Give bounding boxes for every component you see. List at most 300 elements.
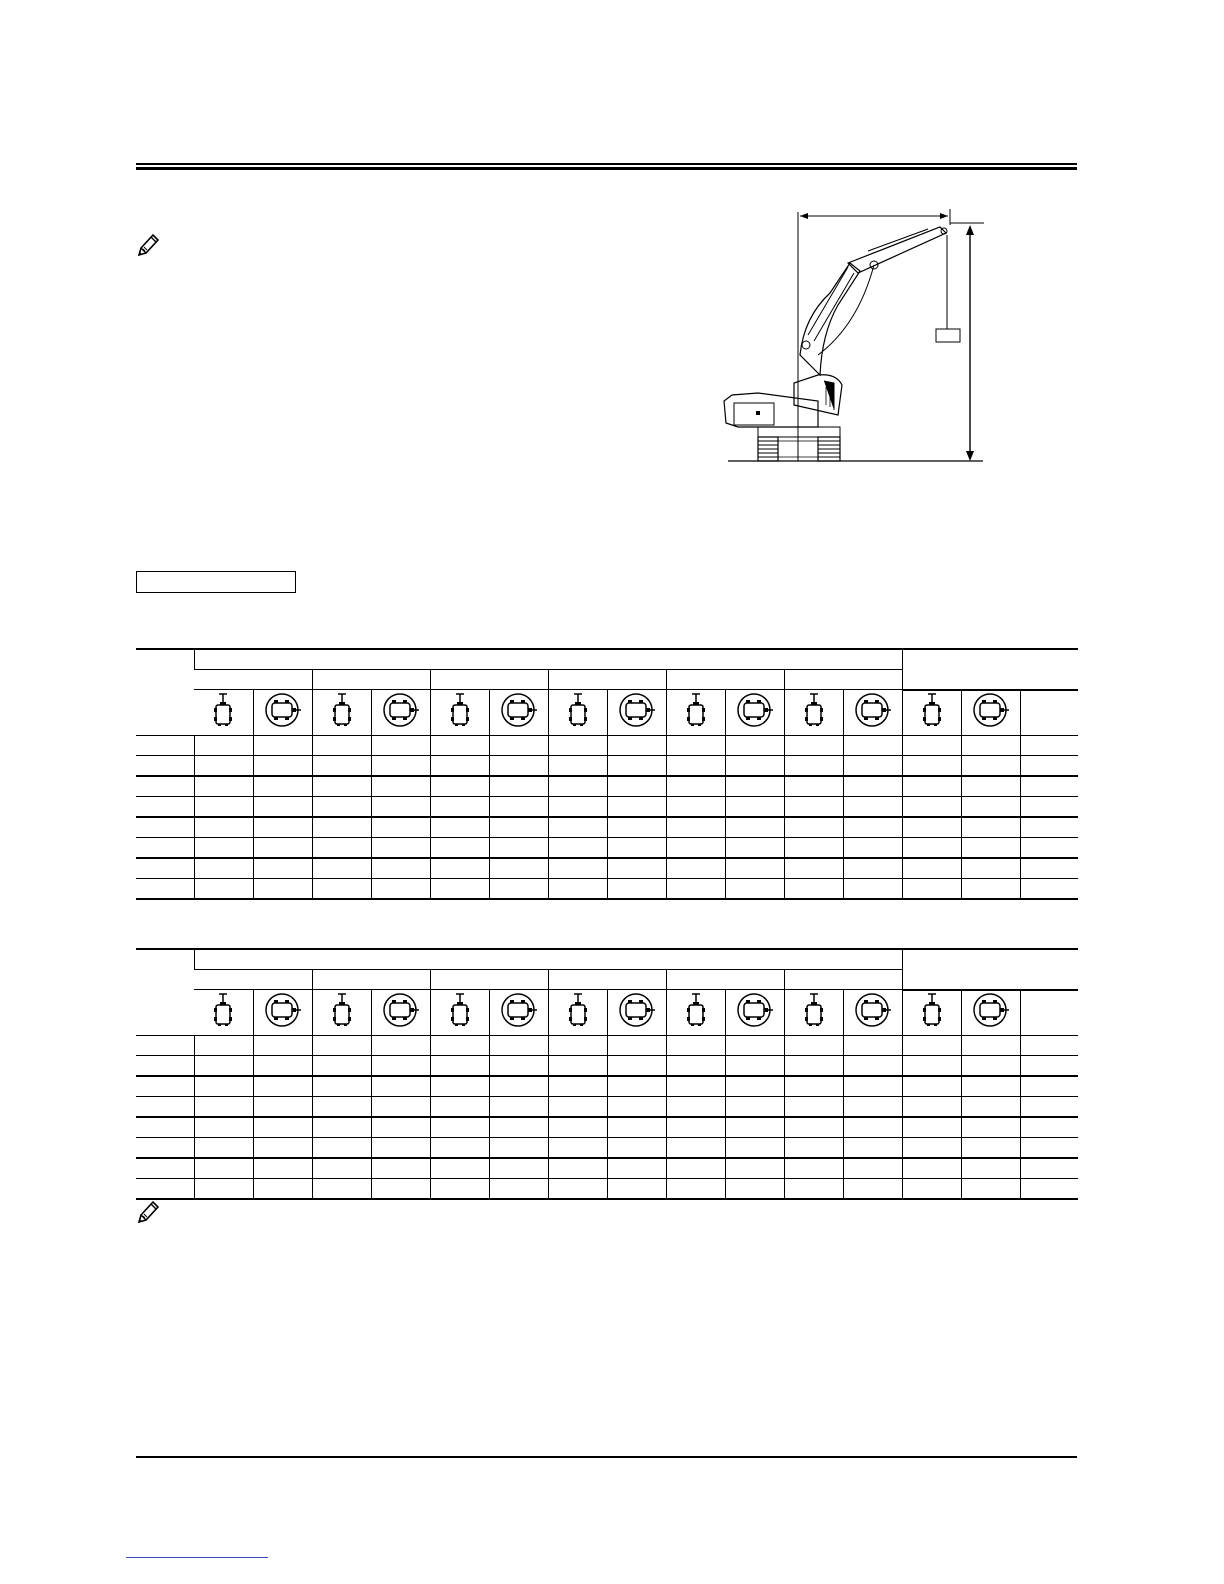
footer-link-underline[interactable] [126, 1557, 268, 1558]
table-cell [194, 837, 253, 858]
table-cell [607, 776, 666, 797]
table-cell [961, 837, 1020, 858]
table-cell [961, 817, 1020, 838]
over-side-icon [733, 992, 777, 1033]
table-cell [902, 1158, 961, 1179]
table-cell [784, 755, 843, 776]
table-cell [371, 796, 430, 817]
table-cell [784, 796, 843, 817]
table-cell [843, 1076, 902, 1097]
table-cell [961, 776, 1020, 797]
table-cell [253, 1117, 312, 1138]
table-cell [666, 1096, 725, 1117]
table-cell [489, 878, 548, 899]
over-side-icon [969, 692, 1013, 733]
table-cell [312, 1035, 371, 1055]
over-front-icon [449, 692, 471, 733]
table-cell [548, 755, 607, 776]
table-cell [725, 1117, 784, 1138]
max-reach-header [902, 649, 1078, 690]
table-cell [430, 735, 489, 755]
over-side-icon [497, 992, 541, 1033]
table-cell [607, 796, 666, 817]
radius-group-header [548, 970, 666, 990]
table-cell [430, 817, 489, 838]
table-cell [902, 1076, 961, 1097]
radius-group-header [194, 970, 312, 990]
table-cell [1020, 1117, 1078, 1138]
table-cell [371, 817, 430, 838]
over-front-icon [567, 692, 589, 733]
over-front-icon [803, 992, 825, 1033]
table-cell [902, 1178, 961, 1199]
table-cell [548, 1035, 607, 1055]
table-cell [607, 837, 666, 858]
table-cell [843, 1158, 902, 1179]
table-cell [371, 755, 430, 776]
over-side-icon [615, 692, 659, 733]
over-side-icon [379, 992, 423, 1033]
table-cell [784, 1178, 843, 1199]
table-row [136, 1117, 1078, 1138]
table-cell [136, 817, 194, 838]
table-cell [784, 878, 843, 899]
table-cell [489, 755, 548, 776]
table-cell [253, 1178, 312, 1199]
table-cell [253, 1055, 312, 1076]
table-cell [253, 776, 312, 797]
table-cell [312, 796, 371, 817]
table-cell [902, 796, 961, 817]
table-cell [725, 1178, 784, 1199]
table-cell [961, 1035, 1020, 1055]
table-cell [489, 858, 548, 879]
table-cell [784, 1158, 843, 1179]
table-cell [312, 1055, 371, 1076]
table-cell [548, 1137, 607, 1158]
table-cell [371, 1137, 430, 1158]
table-cell [194, 776, 253, 797]
over-side-icon [261, 992, 305, 1033]
table-cell [489, 837, 548, 858]
table-row [136, 1055, 1078, 1076]
table-cell [902, 1055, 961, 1076]
table-cell [371, 878, 430, 899]
table-cell [961, 755, 1020, 776]
table-cell [430, 837, 489, 858]
table-row [136, 878, 1078, 899]
table-cell [784, 858, 843, 879]
table-cell [548, 878, 607, 899]
table-cell [1020, 755, 1078, 776]
over-side-icon [733, 692, 777, 733]
table-cell [253, 755, 312, 776]
table-cell [961, 796, 1020, 817]
over-front-icon [685, 692, 707, 733]
over-front-icon [331, 692, 353, 733]
table-cell [136, 1117, 194, 1138]
table-cell [843, 878, 902, 899]
lifting-capacity-table-1 [136, 648, 1078, 900]
over-front-icon [449, 992, 471, 1033]
table-cell [253, 858, 312, 879]
table-cell [843, 1178, 902, 1199]
table-cell [607, 1137, 666, 1158]
table-cell [430, 796, 489, 817]
table-cell [666, 1117, 725, 1138]
table-cell [489, 776, 548, 797]
table-cell [253, 1158, 312, 1179]
table-cell [253, 878, 312, 899]
table-cell [902, 837, 961, 858]
table-cell [489, 1076, 548, 1097]
table-cell [961, 1096, 1020, 1117]
table-cell [312, 1178, 371, 1199]
table-cell [430, 858, 489, 879]
table-row [136, 1178, 1078, 1199]
table-cell [961, 1117, 1020, 1138]
table-cell [430, 776, 489, 797]
table-cell [1020, 1096, 1078, 1117]
table-cell [253, 817, 312, 838]
footer-rule [136, 1456, 1077, 1458]
max-reach-header [902, 949, 1078, 990]
table-cell [843, 1035, 902, 1055]
table-cell [1020, 878, 1078, 899]
table-cell [784, 1096, 843, 1117]
table-cell [607, 858, 666, 879]
table-cell [312, 1117, 371, 1138]
table-cell [784, 1117, 843, 1138]
table-cell [312, 858, 371, 879]
table-cell [136, 837, 194, 858]
table-cell [784, 1076, 843, 1097]
table-cell [489, 1137, 548, 1158]
table-cell [961, 1137, 1020, 1158]
table-cell [902, 1035, 961, 1055]
table-cell [136, 1076, 194, 1097]
table-cell [902, 735, 961, 755]
table-cell [1020, 1158, 1078, 1179]
table-cell [725, 1158, 784, 1179]
table-cell [136, 878, 194, 899]
table-cell [371, 1158, 430, 1179]
table-cell [136, 735, 194, 755]
table-cell [607, 735, 666, 755]
over-side-icon [261, 692, 305, 733]
table-cell [489, 1035, 548, 1055]
height-header [136, 949, 194, 1035]
over-front-icon [685, 992, 707, 1033]
table-cell [371, 858, 430, 879]
table-cell [1020, 1076, 1078, 1097]
table-cell [725, 858, 784, 879]
table-cell [666, 1158, 725, 1179]
over-front-icon [212, 692, 234, 733]
table-cell [607, 1117, 666, 1138]
table-cell [902, 776, 961, 797]
table-cell [1020, 858, 1078, 879]
radius-group-header [430, 670, 548, 690]
table-cell [548, 1076, 607, 1097]
table-cell [312, 1137, 371, 1158]
over-side-icon [969, 992, 1013, 1033]
table-cell [194, 1096, 253, 1117]
table-cell [607, 1178, 666, 1199]
table-cell [194, 1076, 253, 1097]
table-row [136, 735, 1078, 755]
table-cell [961, 1076, 1020, 1097]
height-header [136, 649, 194, 735]
table-cell [666, 1055, 725, 1076]
over-front-icon [567, 992, 589, 1033]
over-front-icon [331, 992, 353, 1033]
table-cell [136, 858, 194, 879]
table-cell [961, 1178, 1020, 1199]
table-row [136, 858, 1078, 879]
table-cell [725, 776, 784, 797]
table-cell [430, 1076, 489, 1097]
table-cell [371, 1178, 430, 1199]
table-cell [253, 1035, 312, 1055]
table-cell [194, 878, 253, 899]
table-row [136, 755, 1078, 776]
table-row [136, 1096, 1078, 1117]
table-cell [902, 858, 961, 879]
table-cell [784, 776, 843, 797]
table-row [136, 1158, 1078, 1179]
table-cell [489, 817, 548, 838]
table-cell [961, 878, 1020, 899]
radius-group-header [666, 670, 784, 690]
table-cell [784, 837, 843, 858]
table-cell [607, 878, 666, 899]
table-cell [136, 1055, 194, 1076]
table-cell [1020, 837, 1078, 858]
table-cell [253, 1137, 312, 1158]
table-cell [136, 776, 194, 797]
table-cell [430, 1158, 489, 1179]
table-cell [371, 735, 430, 755]
reach-value-header [1020, 990, 1078, 1036]
table-cell [430, 1117, 489, 1138]
table-cell [843, 837, 902, 858]
over-side-icon [497, 692, 541, 733]
radius-group-header [666, 970, 784, 990]
table-cell [725, 878, 784, 899]
table-cell [843, 1137, 902, 1158]
table-cell [312, 755, 371, 776]
table-cell [784, 1137, 843, 1158]
table-cell [489, 1117, 548, 1138]
table-cell [430, 755, 489, 776]
over-side-icon [615, 992, 659, 1033]
table-cell [725, 755, 784, 776]
table-cell [666, 776, 725, 797]
table-cell [725, 1096, 784, 1117]
table-cell [843, 755, 902, 776]
table-cell [784, 735, 843, 755]
table-cell [430, 1096, 489, 1117]
table-cell [607, 1158, 666, 1179]
table-cell [194, 1035, 253, 1055]
table-cell [1020, 1137, 1078, 1158]
table-cell [253, 796, 312, 817]
table-cell [253, 837, 312, 858]
table-cell [194, 1158, 253, 1179]
table-cell [902, 755, 961, 776]
table-row [136, 837, 1078, 858]
header-rule [136, 163, 1077, 170]
table-cell [194, 1055, 253, 1076]
table-cell [784, 1035, 843, 1055]
table-cell [312, 735, 371, 755]
over-side-icon [851, 992, 895, 1033]
table-cell [136, 1137, 194, 1158]
table-cell [548, 796, 607, 817]
table-cell [843, 858, 902, 879]
radius-group-header [784, 970, 902, 990]
table-cell [489, 1158, 548, 1179]
table-cell [666, 837, 725, 858]
table-cell [784, 1055, 843, 1076]
radius-group-header [548, 670, 666, 690]
table-cell [607, 1035, 666, 1055]
table-cell [725, 1076, 784, 1097]
table-cell [607, 1076, 666, 1097]
radius-group-header [312, 970, 430, 990]
excavator-lifting-diagram [718, 205, 988, 470]
table-cell [725, 817, 784, 838]
table-cell [489, 735, 548, 755]
table-cell [430, 1137, 489, 1158]
table-cell [371, 1096, 430, 1117]
table-cell [1020, 817, 1078, 838]
table-cell [136, 1178, 194, 1199]
table-cell [961, 1158, 1020, 1179]
table-cell [607, 1055, 666, 1076]
table-cell [607, 1096, 666, 1117]
table-cell [607, 817, 666, 838]
table-cell [253, 1076, 312, 1097]
table-cell [784, 817, 843, 838]
table-cell [312, 817, 371, 838]
over-front-icon [212, 992, 234, 1033]
table-cell [312, 837, 371, 858]
table-cell [136, 1035, 194, 1055]
table-cell [1020, 1035, 1078, 1055]
radius-group-header [312, 670, 430, 690]
table-cell [843, 1055, 902, 1076]
table-cell [843, 776, 902, 797]
table-cell [253, 1096, 312, 1117]
table-cell [666, 735, 725, 755]
table-cell [666, 1178, 725, 1199]
table-cell [961, 735, 1020, 755]
table-cell [136, 755, 194, 776]
table-cell [312, 776, 371, 797]
lifting-capacity-table-2 [136, 948, 1078, 1200]
over-front-icon [921, 992, 943, 1033]
table-cell [548, 776, 607, 797]
table-cell [430, 1035, 489, 1055]
table-cell [902, 1137, 961, 1158]
radius-group-header [430, 970, 548, 990]
radius-header [194, 649, 902, 670]
table-cell [253, 735, 312, 755]
table-cell [666, 796, 725, 817]
radius-group-header [784, 670, 902, 690]
radius-header [194, 949, 902, 970]
table-cell [548, 1096, 607, 1117]
table-cell [194, 796, 253, 817]
table-row [136, 1076, 1078, 1097]
table-cell [902, 817, 961, 838]
table-cell [961, 858, 1020, 879]
table-row [136, 1137, 1078, 1158]
table-cell [666, 1035, 725, 1055]
table-cell [666, 1076, 725, 1097]
table-cell [666, 878, 725, 899]
table-cell [194, 817, 253, 838]
table-cell [666, 755, 725, 776]
table-cell [725, 1055, 784, 1076]
table-cell [194, 1117, 253, 1138]
table-cell [725, 1035, 784, 1055]
table-row [136, 1035, 1078, 1055]
over-side-icon [851, 692, 895, 733]
table-cell [136, 1158, 194, 1179]
table-cell [843, 796, 902, 817]
table-cell [312, 1096, 371, 1117]
table-cell [136, 796, 194, 817]
table-cell [371, 837, 430, 858]
table-cell [725, 1137, 784, 1158]
table-cell [1020, 796, 1078, 817]
table-cell [430, 1055, 489, 1076]
table-cell [371, 1055, 430, 1076]
reach-value-header [1020, 690, 1078, 736]
table-cell [1020, 1055, 1078, 1076]
table-cell [843, 1117, 902, 1138]
table-cell [489, 796, 548, 817]
table-cell [902, 1096, 961, 1117]
table-cell [548, 1158, 607, 1179]
table-cell [430, 878, 489, 899]
table-row [136, 796, 1078, 817]
table-cell [725, 735, 784, 755]
table-cell [312, 878, 371, 899]
table-cell [666, 817, 725, 838]
radius-group-header [194, 670, 312, 690]
table-cell [843, 735, 902, 755]
table-row [136, 817, 1078, 838]
table-cell [1020, 776, 1078, 797]
table-cell [1020, 1178, 1078, 1199]
table-cell [489, 1178, 548, 1199]
table-cell [902, 878, 961, 899]
table-cell [725, 796, 784, 817]
table-cell [548, 837, 607, 858]
spec-label-box [136, 571, 296, 593]
table-cell [430, 1178, 489, 1199]
over-side-icon [379, 692, 423, 733]
table-cell [666, 1137, 725, 1158]
table-row [136, 776, 1078, 797]
table-cell [194, 1178, 253, 1199]
table-cell [371, 1035, 430, 1055]
over-front-icon [921, 692, 943, 733]
